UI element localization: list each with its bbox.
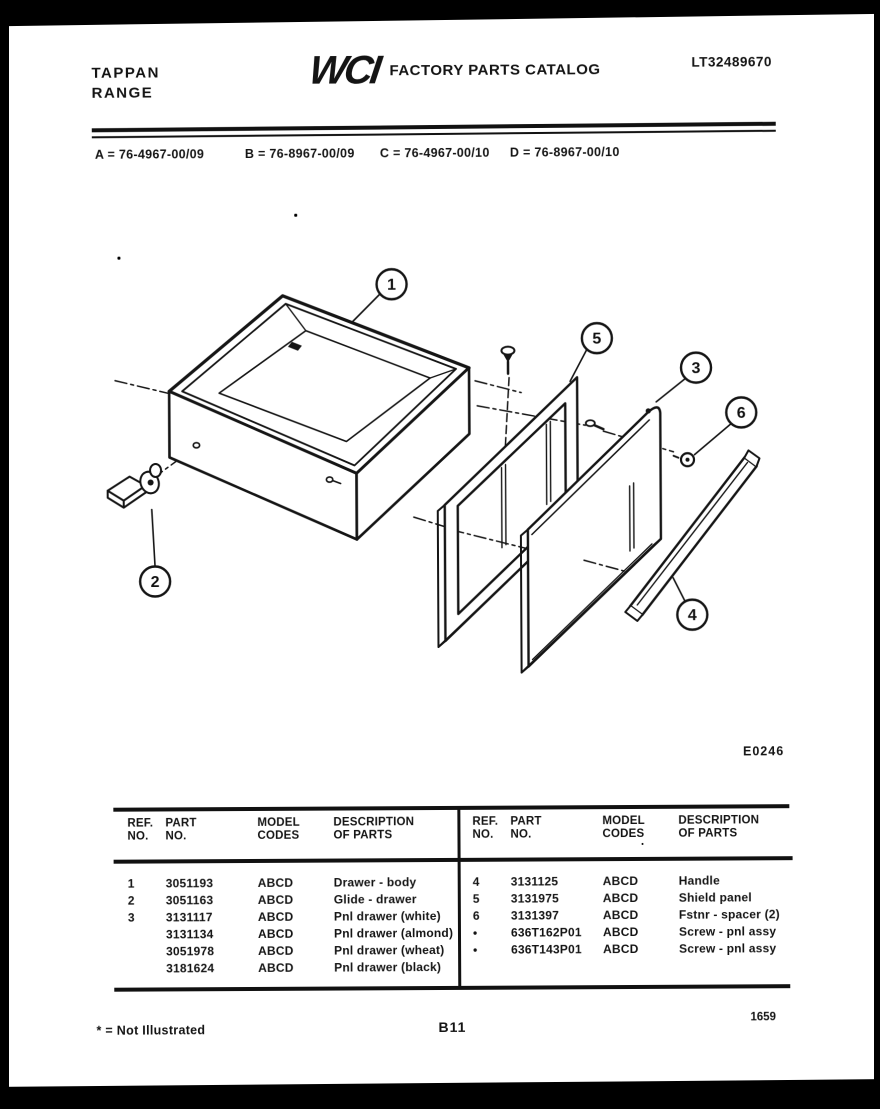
header-ref-2: NO. (127, 830, 149, 843)
callout-2 (140, 566, 170, 596)
cell-ref (128, 960, 166, 977)
cell-part: 3131397 (510, 908, 560, 923)
cell-ref: 1 (127, 876, 135, 891)
catalog-title: FACTORY PARTS CATALOG (389, 61, 601, 80)
small-screw-icon (586, 420, 604, 429)
not-illustrated-footnote: * = Not Illustrated (96, 1023, 206, 1038)
cell-desc: Glide - drawer (333, 892, 417, 907)
table-rows-right (473, 860, 791, 976)
header-model-2: CODES (257, 829, 300, 842)
table-rows-left (128, 862, 459, 978)
cell-desc: Handle (678, 873, 720, 888)
cell-ref (128, 943, 166, 960)
callout-6 (726, 397, 756, 427)
header-model-2: CODES (602, 827, 645, 841)
scan-artifact-right (874, 0, 880, 1109)
cell-part: 3051978 (166, 944, 215, 959)
header-desc-2: OF PARTS (333, 829, 393, 842)
table-row (128, 908, 458, 927)
header-model: MODEL (602, 814, 645, 828)
cell-model: ABCD (257, 875, 294, 890)
table-row (473, 923, 790, 942)
table-row (128, 874, 458, 893)
glide-part (108, 464, 162, 508)
svg-text:1: 1 (387, 276, 397, 294)
document-number: LT32489670 (691, 54, 773, 70)
cell-desc: Screw - pnl assy (679, 941, 777, 956)
callout-3 (681, 353, 711, 383)
print-code: 1659 (750, 1011, 777, 1024)
cell-desc: Pnl drawer (almond) (333, 925, 454, 941)
cell-part: 3181624 (166, 961, 215, 976)
parts-table (113, 804, 790, 992)
header-part-2: NO. (165, 830, 187, 843)
svg-text:3: 3 (691, 360, 701, 378)
cell-model: ABCD (257, 909, 294, 924)
front-panel-part (520, 407, 661, 672)
table-row (128, 942, 458, 961)
cell-model: ABCD (258, 943, 294, 958)
header-desc: DESCRIPTION (678, 814, 760, 827)
scan-speck (642, 843, 644, 845)
drawer-body-part (169, 295, 470, 541)
cell-part: 3131117 (165, 910, 213, 925)
cell-desc: Pnl drawer (wheat) (334, 942, 445, 958)
callout-1 (377, 269, 407, 299)
cell-ref: • (472, 925, 478, 940)
brand-line-1: TAPPAN (91, 64, 160, 82)
cell-part: 3051163 (165, 893, 214, 908)
svg-text:5: 5 (592, 330, 602, 348)
cell-ref: • (473, 942, 478, 957)
parts-table-right (457, 808, 790, 986)
cell-model: ABCD (258, 960, 294, 975)
model-code-b: B = 76-8967-00/09 (244, 146, 355, 162)
cell-ref: 6 (472, 908, 480, 923)
callout-4 (677, 600, 707, 630)
header-part: PART (510, 815, 542, 828)
brand-block (91, 63, 160, 103)
cell-model: ABCD (602, 873, 639, 889)
header-part: PART (165, 817, 197, 830)
header-ref: REF. (472, 815, 499, 828)
table-row (128, 959, 458, 978)
cell-model: ABCD (257, 926, 294, 941)
table-header (127, 816, 457, 858)
cell-ref (128, 926, 166, 943)
model-code-c: C = 76-4967-00/10 (379, 145, 490, 161)
cell-ref: 3 (127, 910, 135, 925)
table-header (472, 814, 789, 856)
fastener-spacer-part (673, 453, 694, 466)
cell-model: ABCD (257, 892, 294, 907)
table-row (473, 889, 790, 908)
header-desc-2: OF PARTS (678, 827, 738, 840)
cell-model: ABCD (602, 924, 639, 940)
wci-logo: WCI (306, 48, 382, 93)
cell-part: 3131134 (165, 927, 214, 942)
callout-5 (582, 323, 612, 353)
cell-model: ABCD (602, 907, 639, 923)
exploded-view-diagram (0, 246, 880, 683)
model-code-d: D = 76-8967-00/10 (509, 145, 620, 160)
cell-model: ABCD (602, 890, 639, 906)
cell-model: ABCD (603, 941, 639, 957)
cell-part: 3131975 (510, 891, 559, 906)
screw-icon (501, 347, 514, 374)
cell-ref: 4 (472, 874, 480, 889)
header-model: MODEL (257, 816, 300, 829)
table-row (473, 940, 790, 959)
cell-desc: Fstnr - spacer (2) (678, 907, 780, 922)
table-row (128, 925, 458, 944)
header-part-2: NO. (510, 828, 532, 841)
header-ref: REF. (127, 817, 154, 830)
cell-part: 636T162P01 (510, 925, 582, 940)
svg-text:2: 2 (150, 573, 160, 592)
scan-speck (294, 214, 297, 217)
diagram-code: E0246 (742, 744, 785, 759)
table-row (473, 906, 790, 925)
table-row (473, 872, 790, 891)
page-number: B11 (438, 1018, 467, 1036)
header-desc: DESCRIPTION (333, 816, 415, 829)
cell-part: 636T143P01 (511, 942, 582, 957)
cell-part: 3131125 (510, 874, 559, 889)
scan-speck (117, 257, 120, 260)
cell-desc: Shield panel (678, 890, 752, 905)
scan-artifact-left (0, 0, 9, 1109)
header-ref-2: NO. (472, 828, 494, 841)
cell-ref: 5 (472, 891, 480, 906)
brand-line-2: RANGE (91, 84, 154, 102)
svg-text:4: 4 (687, 607, 697, 625)
parts-table-left (113, 810, 458, 988)
model-code-a: A = 76-4967-00/09 (94, 147, 205, 162)
cell-ref: 2 (127, 893, 135, 908)
cell-desc: Drawer - body (333, 875, 417, 890)
svg-text:6: 6 (736, 404, 746, 422)
cell-part: 3051193 (165, 876, 214, 891)
table-row (128, 891, 458, 910)
cell-desc: Pnl drawer (white) (333, 909, 441, 924)
cell-desc: Pnl drawer (black) (334, 959, 442, 975)
cell-desc: Screw - pnl assy (678, 924, 777, 939)
